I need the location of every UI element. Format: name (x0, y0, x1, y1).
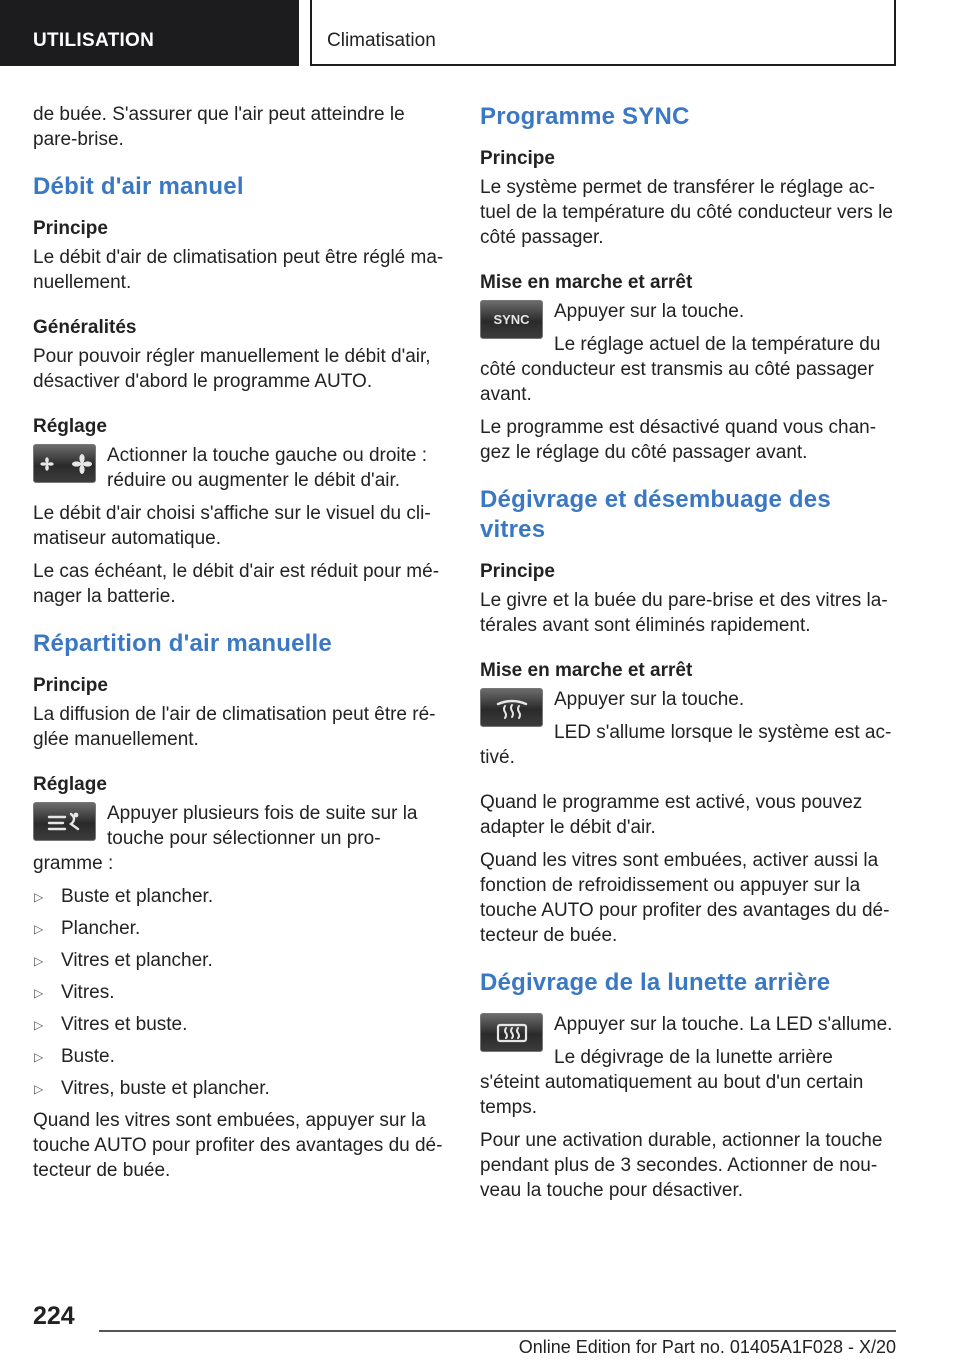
airflow-battery-text: Le cas échéant, le débit d'air est réduit pour mé-nager la batterie. (33, 561, 440, 607)
footer-divider (99, 1330, 896, 1332)
program-list (33, 884, 447, 1101)
defrost-row (480, 687, 894, 790)
distribution-principle-text: La diffusion de l'air de climatisation peut être ré-glée manuellement. (33, 704, 436, 750)
airflow-setting-row (33, 443, 447, 501)
distribution-setting-heading: Réglage (33, 774, 107, 795)
distribution-setting-row (33, 801, 447, 884)
sync-row (480, 299, 894, 415)
sync-deactivate-text: Le programme est désactivé quand vous chan-gez le réglage du côté passager avant. (480, 417, 877, 463)
list-item: ▷ Vitres et buste. (33, 1012, 447, 1037)
defrost-title: Dégivrage et désembuage des vitres (480, 486, 831, 543)
defrost-principle-heading: Principe (480, 561, 555, 582)
rear-auto-off-text: Le dégivrage de la lunette arrière s'éteint automatiquement au bout d'un certain temps. (480, 1047, 864, 1118)
right-column (480, 102, 894, 1211)
triangle-bullet-icon: ▷ (34, 922, 44, 936)
edition-line: Online Edition for Part no. 01405A1F028 - X/20 (518, 1337, 896, 1357)
rear-durable-text: Pour une activation durable, actionner la touche pendant plus de 3 secondes. Actionner de nou-veau la touche pour désactiver. (480, 1130, 883, 1201)
airflow-general-heading: Généralités (33, 317, 137, 338)
distribution-principle-heading: Principe (33, 675, 108, 696)
defrost-press-text: Appuyer sur la touche. (554, 689, 745, 710)
airflow-principle-heading: Principe (33, 218, 108, 239)
rear-defrost-title: Dégivrage de la lunette arrière (480, 969, 831, 996)
air-distribution-button-icon (33, 802, 96, 841)
sync-principle-text: Le système permet de transférer le réglage ac-tuel de la température du côté conducteur vers le côté passager. (480, 177, 893, 248)
distribution-fog-text: Quand les vitres sont embuées, appuyer sur la touche AUTO pour profiter des avantages du dé-tecteur de buée. (33, 1110, 443, 1181)
list-item: ▷ Vitres, buste et plancher. (33, 1076, 447, 1101)
sync-transfer-text: Le réglage actuel de la température du côté conducteur est transmis au côté passager avant. (480, 334, 881, 405)
list-item: ▷ Vitres. (33, 980, 447, 1005)
list-item: ▷ Buste et plancher. (33, 884, 447, 909)
defrost-led-text: LED s'allume lorsque le système est ac-tivé. (480, 722, 892, 768)
list-item: ▷ Plancher. (33, 916, 447, 941)
airflow-setting-text: Actionner la touche gauche ou droite : réduire ou augmenter le débit d'air. (107, 445, 428, 491)
triangle-bullet-icon: ▷ (34, 1082, 44, 1096)
triangle-bullet-icon: ▷ (34, 890, 44, 904)
intro-text: de buée. S'assurer que l'air peut atteindre le pare-brise. (33, 104, 405, 150)
defrost-fog-text: Quand les vitres sont embuées, activer aussi la fonction de refroidissement ou appuyer sur la touche AUTO pour profiter des avantages du dé-tecteur de buée. (480, 850, 890, 946)
defrost-adapt-text: Quand le programme est activé, vous pouvez adapter le débit d'air. (480, 792, 863, 838)
distribution-setting-text: Appuyer plusieurs fois de suite sur la touche pour sélectionner un pro-gramme : (33, 803, 418, 874)
page-header (0, 0, 960, 66)
rear-defrost-row (480, 1012, 894, 1128)
airflow-general-text: Pour pouvoir régler manuellement le débit d'air, désactiver d'abord le programme AUTO. (33, 346, 431, 392)
triangle-bullet-icon: ▷ (34, 1050, 44, 1064)
sync-title: Programme SYNC (480, 103, 690, 130)
sync-press-text: Appuyer sur la touche. (554, 301, 745, 322)
defrost-principle-text: Le givre et la buée du pare-brise et des vitres la-térales avant sont éliminés rapidement. (480, 590, 888, 636)
list-item: ▷ Buste. (33, 1044, 447, 1069)
sync-onoff-heading: Mise en marche et arrêt (480, 272, 693, 293)
triangle-bullet-icon: ▷ (34, 954, 44, 968)
rear-window-defrost-button-icon (480, 1013, 543, 1052)
airflow-principle-text: Le débit d'air de climatisation peut être réglé ma-nuellement. (33, 247, 444, 293)
airflow-title: Débit d'air manuel (33, 173, 244, 200)
chapter-tab: Climatisation (310, 0, 896, 66)
sync-button-icon: SYNC (480, 300, 543, 339)
windshield-defrost-button-icon (480, 688, 543, 727)
left-column (33, 102, 447, 1191)
triangle-bullet-icon: ▷ (34, 1018, 44, 1032)
section-tab: UTILISATION (0, 0, 299, 66)
distribution-title: Répartition d'air manuelle (33, 630, 332, 657)
rear-press-text: Appuyer sur la touche. La LED s'allume. (554, 1014, 893, 1035)
triangle-bullet-icon: ▷ (34, 986, 44, 1000)
airflow-display-text: Le débit d'air choisi s'affiche sur le visuel du cli-matiseur automatique. (33, 503, 431, 549)
airflow-setting-heading: Réglage (33, 416, 107, 437)
defrost-onoff-heading: Mise en marche et arrêt (480, 660, 693, 681)
fan-speed-button-icon (33, 444, 96, 483)
page-number: 224 (33, 1302, 75, 1330)
list-item: ▷ Vitres et plancher. (33, 948, 447, 973)
sync-principle-heading: Principe (480, 148, 555, 169)
